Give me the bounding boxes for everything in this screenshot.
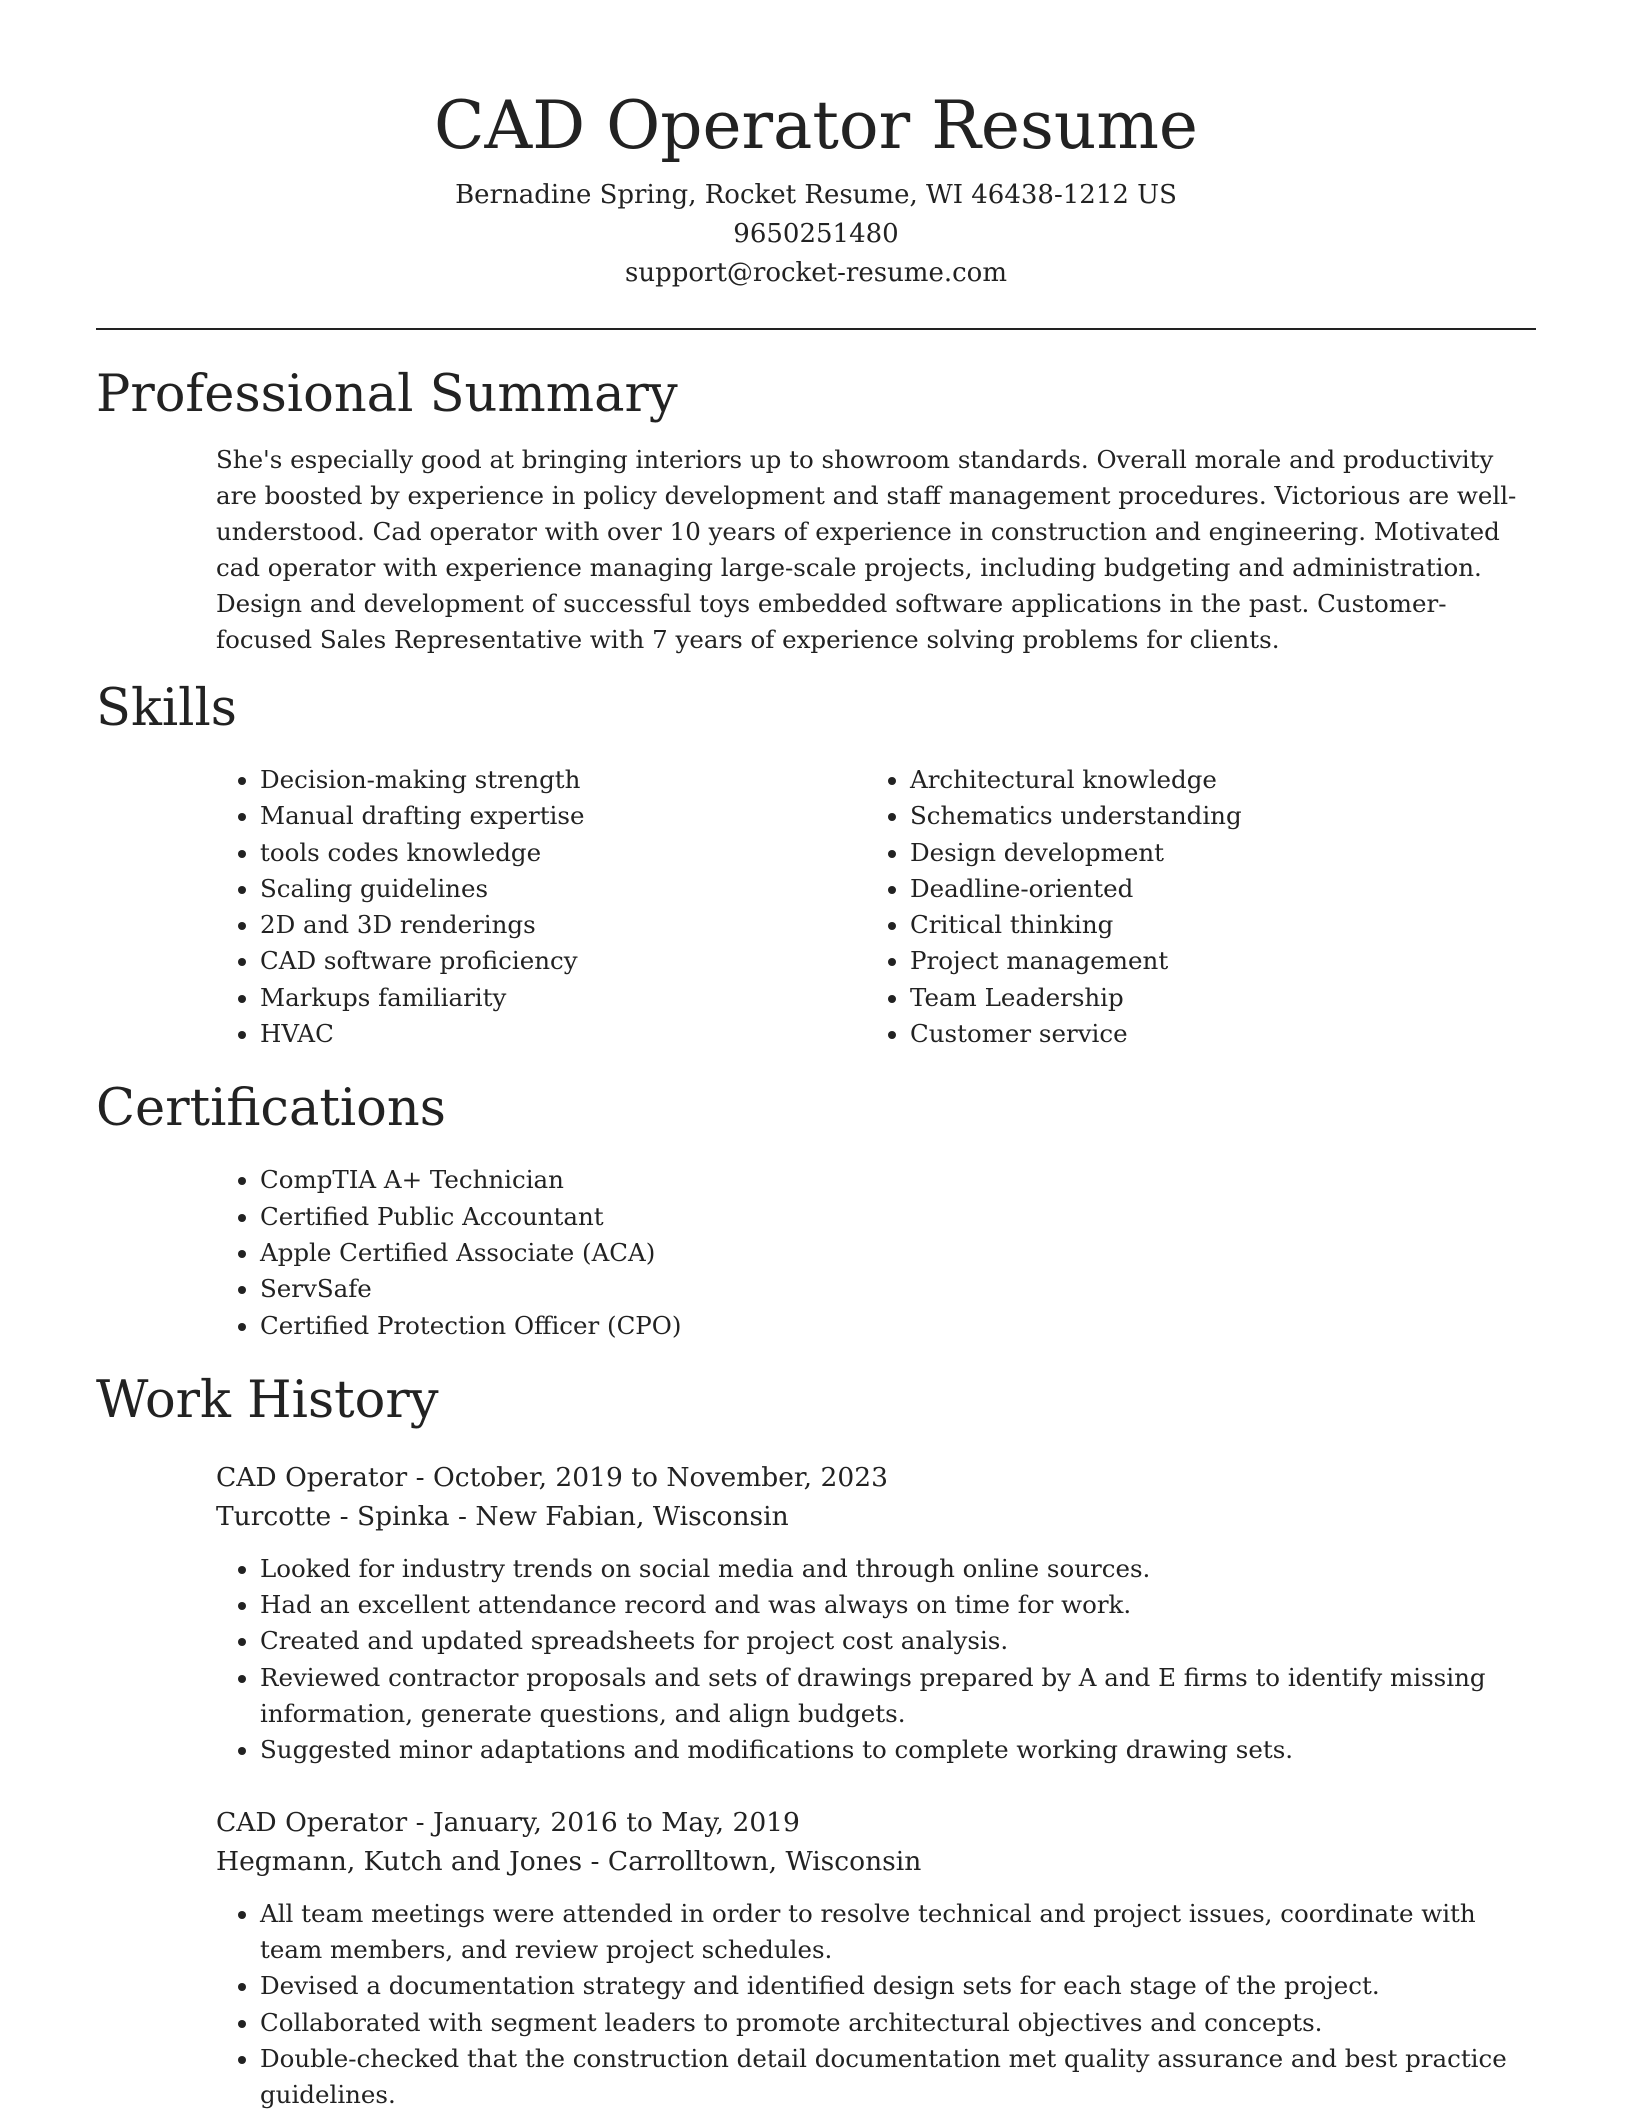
job-dates: October, 2019 to November, 2023 [433,1461,888,1493]
job-entry [216,1458,1536,1769]
certification-item: • Apple Certified Associate (ACA) [260,1235,1536,1271]
job-title-line: CAD Operator - October, 2019 to November, 2023 [216,1461,888,1493]
certifications-heading: Certifications [96,1079,446,1139]
job-bullet: • Had an excellent attendance record and was always on time for work. [260,1587,1536,1623]
job-bullet: • Collaborated with segment leaders to promote architectural objectives and concepts. [260,2005,1536,2041]
skill-item: • Schematics understanding [910,798,1516,834]
contact-address: Bernadine Spring, Rocket Resume, WI 46438-1212 US [455,180,1177,210]
summary-text: She's especially good at bringing interiors up to showroom standards. Overall morale and productivity are boosted by experience in policy development and staff management procedures. Victorious are well-understood. Cad operator with over 10 years of experience in construction and engineering. Motivated cad operator with experience managing large-scale projects, including budgeting and administration. Design and development of successful toys embedded software applications in the past. Customer-focused Sales Representative with 7 years of experience solving problems for clients. [216,445,1517,654]
skills-heading: Skills [96,679,237,738]
job-company: Turcotte - Spinka [216,1500,450,1532]
job-dates: January, 2016 to May, 2019 [433,1806,800,1838]
skill-item: • Architectural knowledge [910,762,1516,798]
certification-item: • ServSafe [260,1271,1536,1307]
skills-column-right [866,762,1516,1052]
resume-page [96,0,1536,2113]
job-bullet: • Looked for industry trends on social media and through online sources. [260,1551,1536,1587]
job-company-line: Hegmann, Kutch and Jones - Carrolltown, Wisconsin [216,1845,922,1877]
certifications-list [216,1162,1536,1343]
skill-item: • Deadline-oriented [910,871,1516,907]
contact-info [96,176,1536,293]
skill-item: • Project management [910,943,1516,979]
job-location: Carrolltown, Wisconsin [607,1845,922,1877]
skill-item: • Design development [910,835,1516,871]
resume-header [96,0,1536,293]
job-bullets [216,1896,1536,2113]
job-bullet: • Created and updated spreadsheets for project cost analysis. [260,1623,1536,1659]
job-bullet: • Reviewed contractor proposals and sets of drawings prepared by A and E firms to identify missing information, generate questions, and align budgets. [260,1660,1536,1733]
skill-item: • Markups familiarity [260,980,866,1016]
summary-heading: Professional Summary [96,365,678,424]
skill-item: • tools codes knowledge [260,835,866,871]
certification-item: • CompTIA A+ Technician [260,1162,1536,1198]
certification-item: • Certified Public Accountant [260,1199,1536,1235]
job-bullets [216,1551,1536,1769]
skills-grid [216,762,1536,1052]
job-title-line: CAD Operator - January, 2016 to May, 2019 [216,1806,800,1838]
job-bullet: • Suggested minor adaptations and modifications to complete working drawing sets. [260,1732,1536,1768]
skill-item: • Manual drafting expertise [260,798,866,834]
contact-phone: 9650251480 [733,219,899,249]
job-bullet: • Double-checked that the construction detail documentation met quality assurance and best practice guidelines. [260,2041,1536,2113]
job-company: Hegmann, Kutch and Jones [216,1845,583,1877]
skills-column-left [216,762,866,1052]
job-bullet: • Devised a documentation strategy and identified design sets for each stage of the project. [260,1968,1536,2004]
skill-item: • Scaling guidelines [260,871,866,907]
work-history-heading: Work History [96,1370,439,1430]
skill-item: • Critical thinking [910,907,1516,943]
job-title: CAD Operator [216,1461,408,1493]
skills-list-left [216,762,866,1052]
skills-list-right [866,762,1516,1052]
job-bullet: • All team meetings were attended in order to resolve technical and project issues, coordinate with team members, and review project schedules. [260,1896,1536,1969]
job-title: CAD Operator [216,1806,408,1838]
job-entry [216,1803,1536,2113]
skill-item: • Decision-making strength [260,762,866,798]
certification-item: • Certified Protection Officer (CPO) [260,1308,1536,1344]
skill-item: • Customer service [910,1016,1516,1052]
resume-title: CAD Operator Resume [434,87,1198,164]
skill-item: • CAD software proficiency [260,943,866,979]
job-company-line: Turcotte - Spinka - New Fabian, Wisconsin [216,1500,789,1532]
job-location: New Fabian, Wisconsin [475,1500,789,1532]
skill-item: • 2D and 3D renderings [260,907,866,943]
certifications-block [216,1162,1536,1343]
skill-item: • Team Leadership [910,980,1516,1016]
header-divider [96,328,1536,330]
contact-email: support@rocket-resume.com [624,258,1007,288]
skill-item: • HVAC [260,1016,866,1052]
